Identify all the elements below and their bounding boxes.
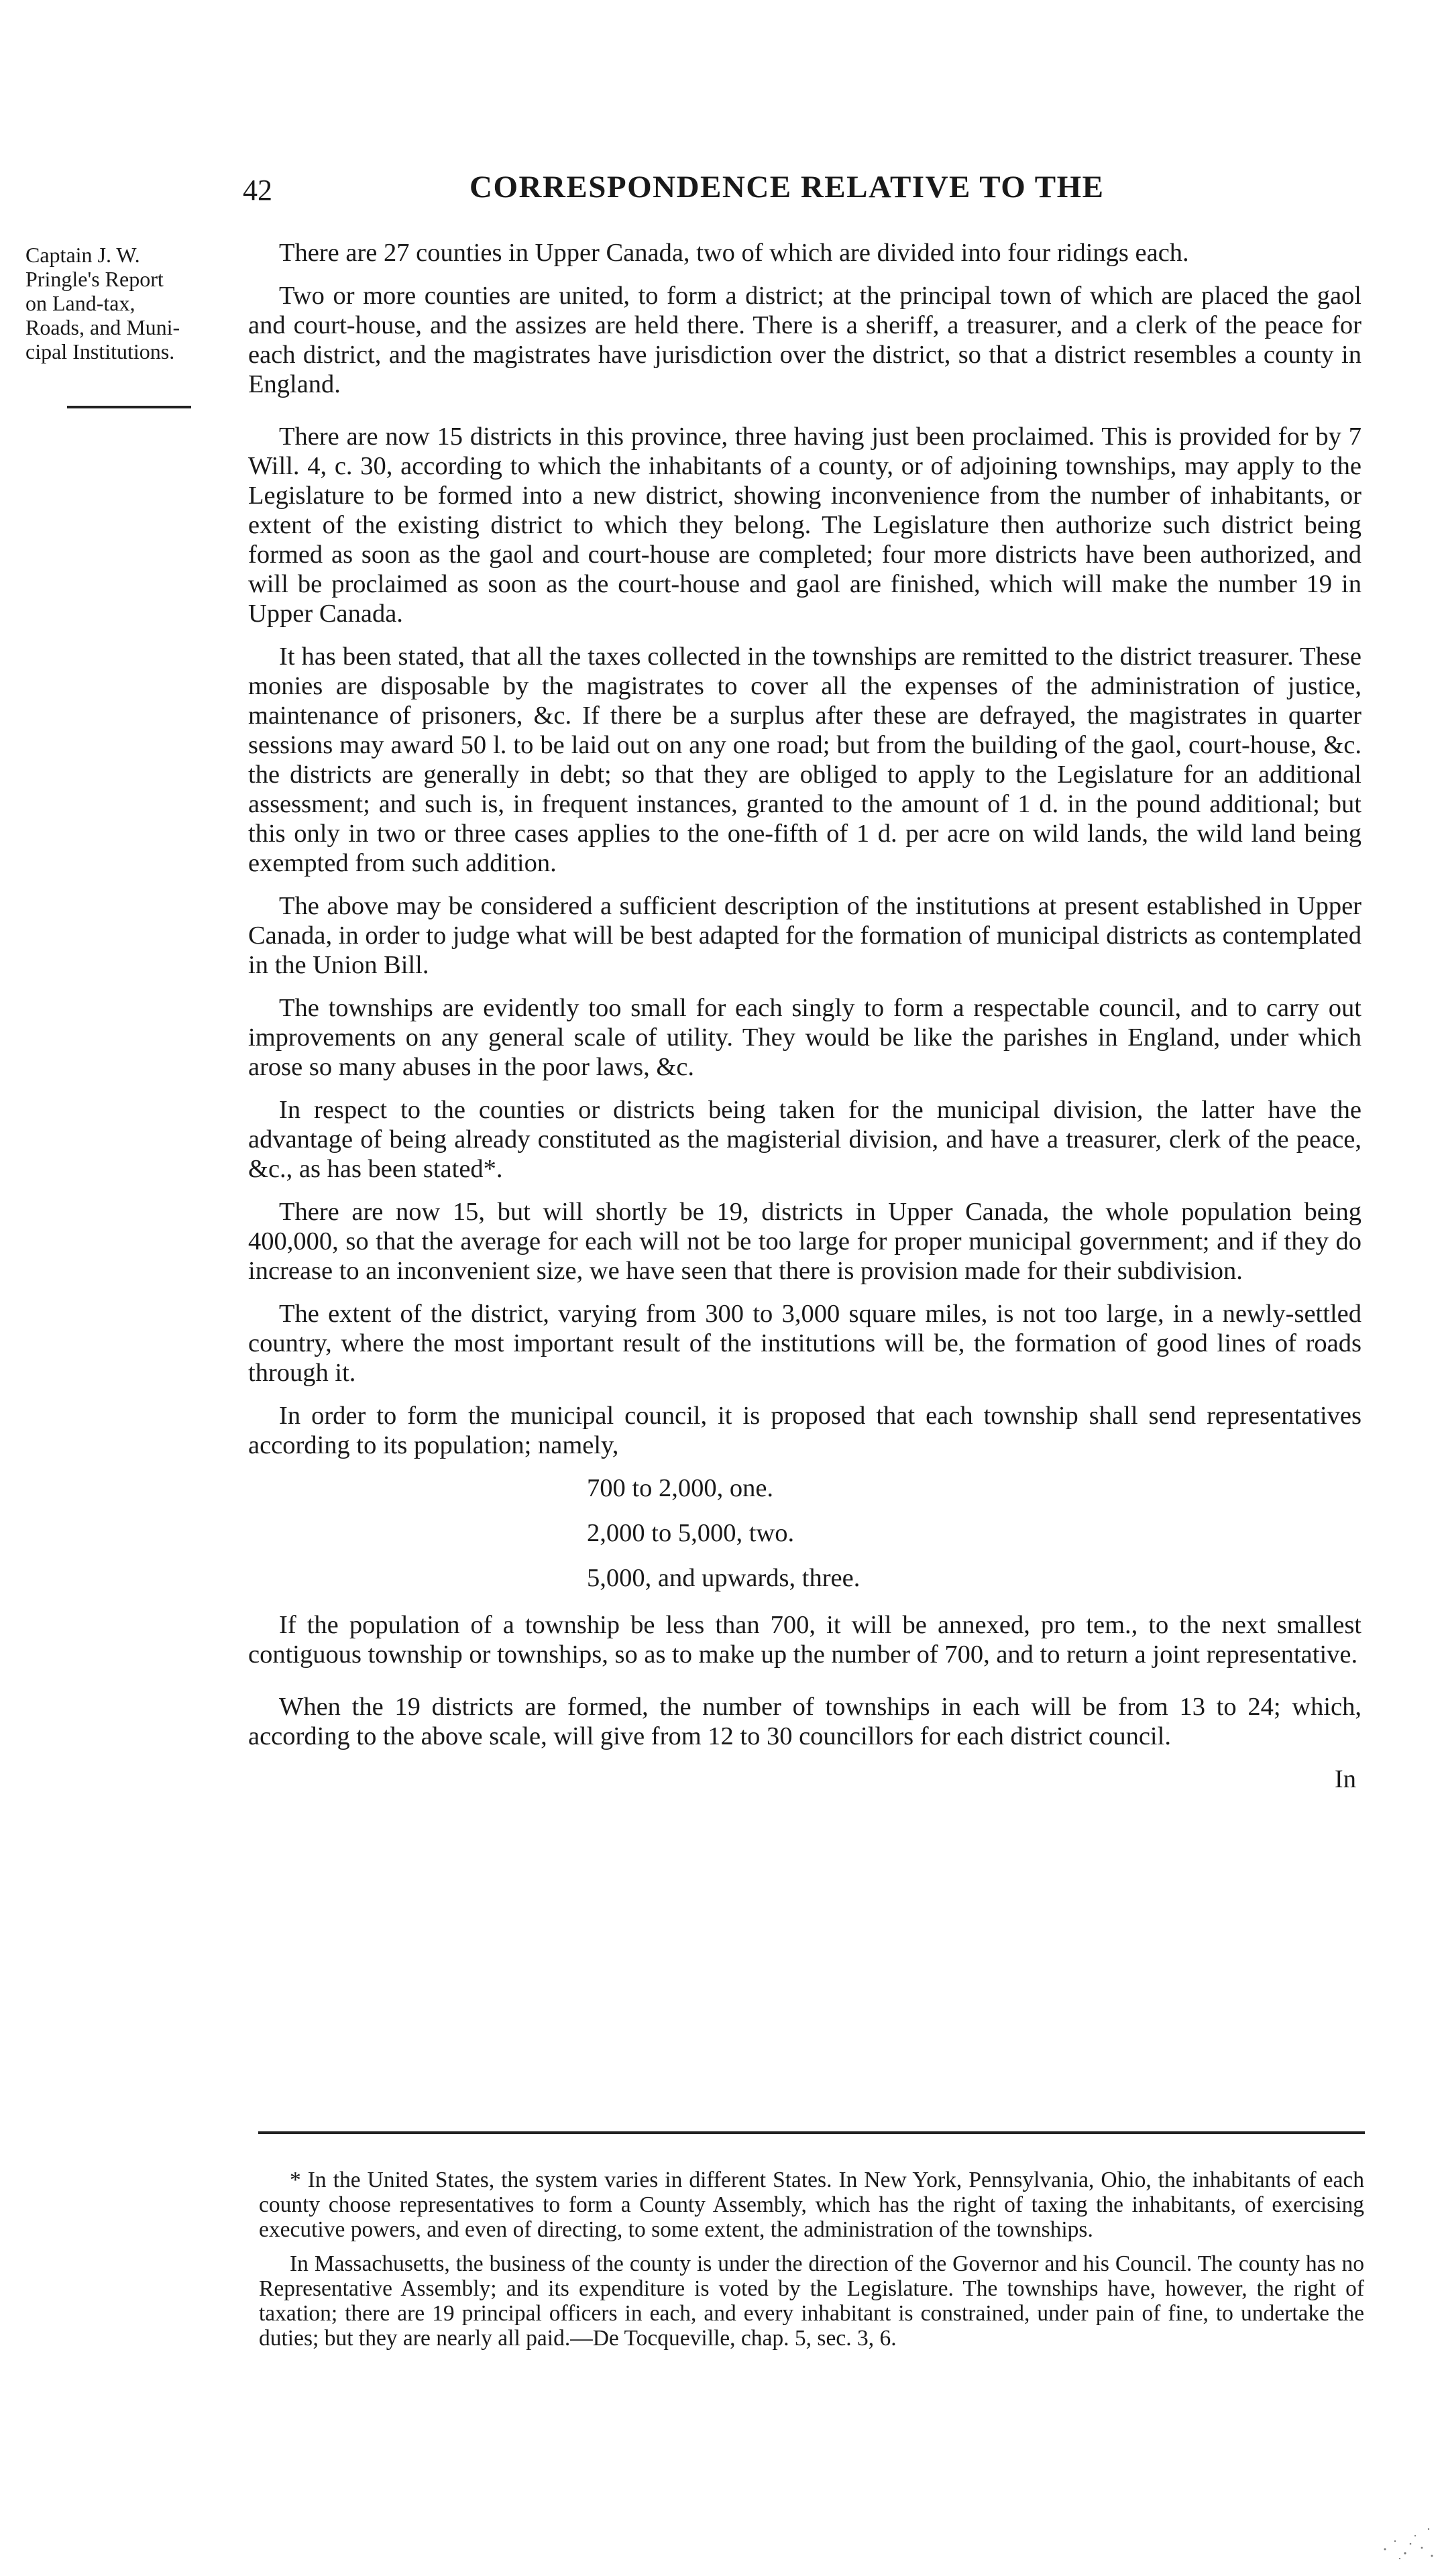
body-paragraph: The extent of the district, varying from 300 to 3,000 square miles, is not too large, in a newly-settled country, where the most important result of the institutions will be, the formation of good lines of roads through it.	[248, 1300, 1362, 1387]
main-text	[248, 238, 1362, 1807]
scale-item: 5,000, and upwards, three.	[587, 1564, 860, 1592]
body-paragraph: The above may be considered a sufficient description of the institutions at present established in Upper Canada, in order to judge what will be best adapted for the formation of municipal districts as contemplated in the Union Bill.	[248, 892, 1362, 979]
paper-specks	[1358, 2509, 1439, 2563]
side-note	[25, 243, 240, 363]
scale-item: 700 to 2,000, one.	[587, 1474, 774, 1502]
page-number: 42	[243, 174, 272, 207]
body-paragraph: When the 19 districts are formed, the number of townships in each will be from 13 to 24; which, according to the above scale, will give from 12 to 30 councillors for each district council.	[248, 1693, 1362, 1750]
body-paragraph: In respect to the counties or districts being taken for the municipal division, the latter have the advantage of being already constituted as the magisterial division, and have a treasurer, clerk of the peace, &c., as has been stated*.	[248, 1096, 1362, 1183]
side-note-line: Captain J. W.	[25, 243, 140, 267]
body-paragraph: The townships are evidently too small for each singly to form a respectable council, and to carry out improvements on any general scale of utility. They would be like the parishes in England, under which arose so many abuses in the poor laws, &c.	[248, 994, 1362, 1081]
body-paragraph: It has been stated, that all the taxes collected in the townships are remitted to the district treasurer. These monies are disposable by the magistrates to cover all the expenses of the administration of justice, maintenance of prisoners, &c. If there be a surplus after these are defrayed, the magistrates in quarter sessions may award 50 l. to be laid out on any one road; but from the building of the gaol, court-house, &c. the districts are generally in debt; so that they are obliged to apply to the Legislature for an additional assessment; and such is, in frequent instances, granted to the amount of 1 d. in the pound additional; but this only in two or three cases applies to the one-fifth of 1 d. per acre on wild lands, the wild land being exempted from such addition.	[248, 642, 1362, 877]
footnote-paragraph: * In the United States, the system varies in different States. In New York, Pennsylvania, Ohio, the inhabitants of each county choose representatives to form a County Assembly, which has the right of taxing the inhabitants, of exercising executive powers, and even of directing, to some extent, the administration of the townships.	[259, 2168, 1364, 2242]
body-paragraph: There are 27 counties in Upper Canada, two of which are divided into four ridings each.	[279, 239, 1189, 267]
running-head: CORRESPONDENCE RELATIVE TO THE	[469, 170, 1105, 205]
scale-item: 2,000 to 5,000, two.	[587, 1519, 795, 1547]
side-note-line: Roads, and Muni-	[25, 315, 180, 339]
footnote-paragraph: In Massachusetts, the business of the county is under the direction of the Governor and his Council. The county has no Representative Assembly; and its expenditure is voted by the Legislature. The townships have, however, the right of taxation; there are 19 principal officers in each, and every inhabitant is constrained, under pain of fine, to undertake the duties; but they are nearly all paid.—De Tocqueville, chap. 5, sec. 3, 6.	[259, 2251, 1364, 2351]
catchword: In	[1334, 1765, 1356, 1793]
side-note-line: cipal Institutions.	[25, 339, 175, 363]
body-paragraph: In order to form the municipal council, it is proposed that each township shall send representatives according to its population; namely,	[248, 1402, 1362, 1459]
footnote-rule	[258, 2131, 1365, 2134]
body-paragraph: Two or more counties are united, to form a district; at the principal town of which are placed the gaol and court-house, and the assizes are held there. There is a sheriff, a treasurer, and a clerk of the peace for each district, and the magistrates have jurisdiction over the district, so that a district resembles a county in England.	[248, 282, 1362, 398]
representation-scale	[248, 1473, 1362, 1593]
side-note-line: Pringle's Report	[25, 267, 164, 291]
body-paragraph: There are now 15, but will shortly be 19, districts in Upper Canada, the whole population being 400,000, so that the average for each will not be too large for proper municipal government; and if they do increase to an inconvenient size, we have seen that there is provision made for their subdivision.	[248, 1198, 1362, 1285]
footnotes	[259, 2168, 1364, 2360]
body-paragraph: There are now 15 districts in this province, three having just been proclaimed. This is provided for by 7 Will. 4, c. 30, according to which the inhabitants of a county, or of adjoining townships, may apply to the Legislature to be formed into a new district, showing inconvenience from the number of inhabitants, or extent of the existing district to which they belong. The Legislature then authorize such district being formed as soon as the gaol and court-house are completed; four more districts have been authorized, and will be proclaimed as soon as the court-house and gaol are finished, which will make the number 19 in Upper Canada.	[248, 423, 1362, 628]
body-paragraph: If the population of a township be less than 700, it will be annexed, pro tem., to the next smallest contiguous township or townships, so as to make up the number of 700, and to return a joint representative.	[248, 1611, 1362, 1669]
side-note-line: on Land-tax,	[25, 291, 135, 315]
side-note-rule	[67, 406, 191, 408]
